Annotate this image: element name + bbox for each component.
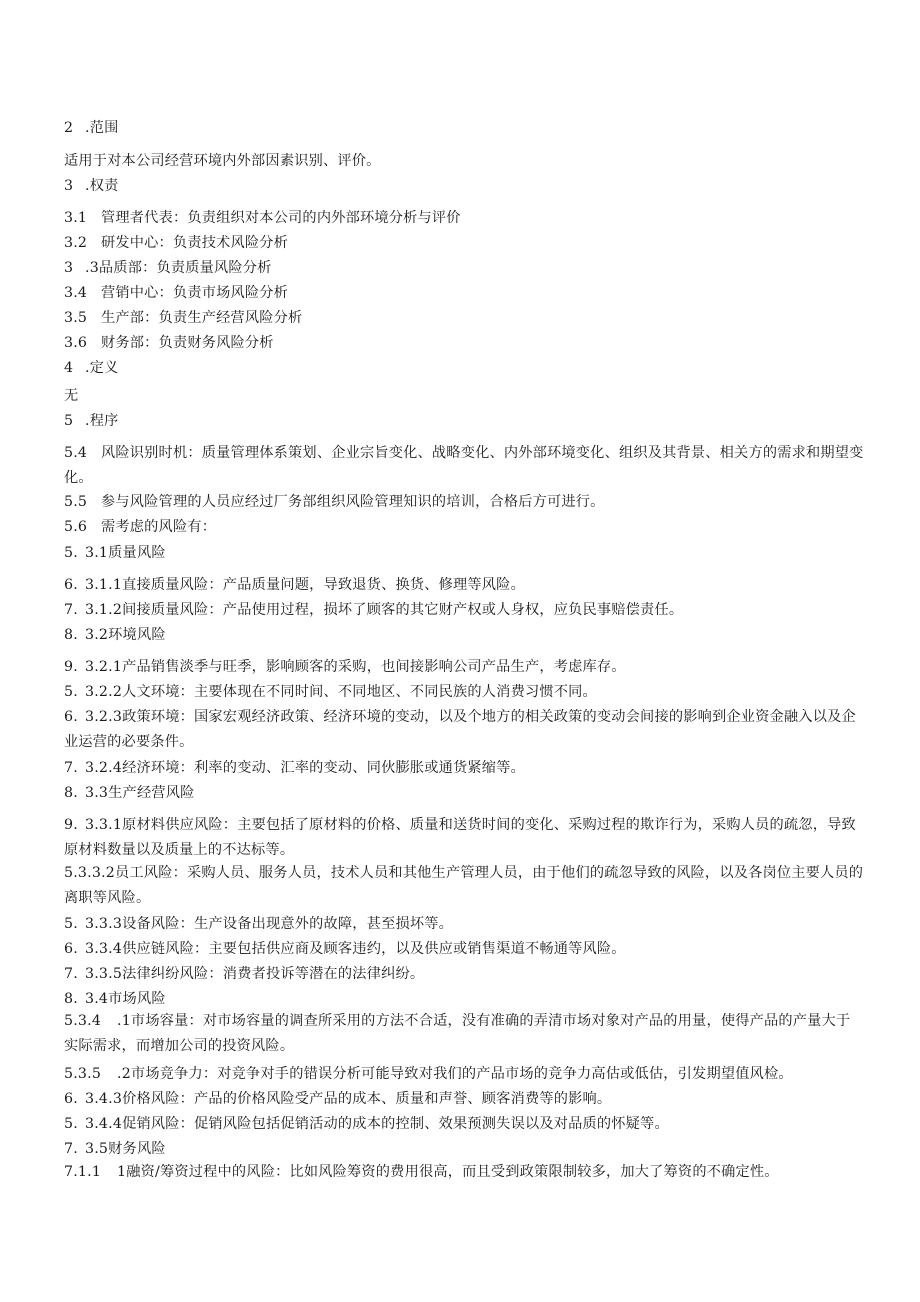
subsection-heading — [64, 625, 864, 645]
item-number: 8. — [64, 785, 78, 801]
item-number: 8. — [64, 627, 78, 643]
item-text: 3.3.1原材料供应风险：主要包括了原材料的价格、质量和送货时间的变化、采购过程的欺诈行为，采购人员的疏忽，导致原材料数量以及质量上的不达标等。 — [64, 817, 856, 858]
subsection-heading — [64, 1139, 864, 1159]
item-number: 5.3.4 — [64, 1013, 102, 1029]
item-text: 3.4.3价格风险：产品的价格风险受产品的成本、质量和声誉、顾客消费等的影响。 — [85, 1091, 612, 1107]
item-text: 参与风险管理的人员应经过厂务部组织风险管理知识的培训，合格后方可进行。 — [101, 494, 605, 510]
subsection-heading — [64, 783, 864, 803]
item-number: 3.1 — [64, 210, 88, 226]
section-heading — [64, 411, 864, 431]
item-number: 3.6 — [64, 335, 88, 351]
item-number: 9. — [64, 817, 78, 833]
item-text: 3.3.3设备风险：生产设备出现意外的故障，甚至损坏等。 — [85, 916, 454, 932]
item-text: 管理者代表：负责组织对本公司的内外部环境分析与评价 — [101, 210, 461, 226]
item-text: 1融资/筹资过程中的风险：比如风险筹资的费用很高，而且受到政策限制较多，加大了筹资的不确定性。 — [117, 1164, 779, 1180]
paragraph-text: 适用于对本公司经营环境内外部因素识别、评价。 — [64, 153, 381, 169]
item-number: 5. — [64, 1116, 78, 1132]
item-text: 5.3.3.2员工风险：采购人员、服务人员，技术人员和其他生产管理人员，由于他们的疏忽导致的风险，以及各岗位主要人员的离职等风险。 — [64, 865, 864, 906]
list-item — [64, 705, 864, 755]
paragraph — [64, 151, 864, 171]
item-number: 3.5 — [64, 310, 88, 326]
item-number: 5. — [64, 545, 78, 561]
item-text: 3.2环境风险 — [85, 627, 166, 643]
item-text: 3.4.4促销风险：促销风险包括促销活动的成本的控制、效果预测失误以及对品质的怀疑等。 — [85, 1116, 669, 1132]
item-text: 3.1.2间接质量风险：产品使用过程，损坏了顾客的其它财产权或人身权，应负民事赔偿责任。 — [85, 602, 684, 618]
list-item — [64, 657, 864, 677]
list-item — [64, 758, 864, 778]
item-text: 3.2.1产品销售淡季与旺季，影响顾客的采购，也间接影响公司产品生产，考虑库存。 — [85, 659, 626, 675]
item-number: 6. — [64, 941, 78, 957]
item-text: 3.5财务风险 — [85, 1141, 166, 1157]
section-title: .定义 — [85, 360, 119, 376]
list-item — [64, 1009, 864, 1059]
item-number: 5.4 — [64, 445, 88, 461]
list-item — [64, 1064, 864, 1084]
list-item — [64, 813, 864, 863]
paragraph-text: 无 — [64, 388, 79, 404]
section-number: 5 — [64, 413, 74, 429]
list-item — [64, 682, 864, 702]
item-text: 财务部：负责财务风险分析 — [101, 335, 274, 351]
list-item — [64, 233, 864, 253]
item-number: 5.6 — [64, 519, 88, 535]
list-item — [64, 208, 864, 228]
list-item — [64, 600, 864, 620]
item-text: 3.2.2人文环境：主要体现在不同时间、不同地区、不同民族的人消费习惯不同。 — [85, 684, 597, 700]
item-text: 营销中心：负责市场风险分析 — [101, 285, 289, 301]
item-number: 7.1.1 — [64, 1164, 102, 1180]
section-title: .权责 — [85, 178, 119, 194]
section-heading — [64, 176, 864, 196]
item-number: 3 — [64, 260, 74, 276]
item-text: 3.3生产经营风险 — [85, 785, 195, 801]
item-number: 6. — [64, 577, 78, 593]
list-item — [64, 517, 864, 537]
item-number: 3.2 — [64, 235, 88, 251]
list-item — [64, 1114, 864, 1134]
item-number: 6. — [64, 1091, 78, 1107]
section-number: 2 — [64, 120, 74, 136]
list-item — [64, 939, 864, 959]
list-item — [64, 441, 864, 491]
item-text: 3.3.5法律纠纷风险：消费者投诉等潜在的法律纠纷。 — [85, 966, 425, 982]
item-number: 7. — [64, 1141, 78, 1157]
list-item — [64, 914, 864, 934]
list-item — [64, 283, 864, 303]
item-number: 3.4 — [64, 285, 88, 301]
subsection-heading — [64, 543, 864, 563]
paragraph — [64, 386, 864, 406]
item-number: 7. — [64, 966, 78, 982]
list-item — [64, 258, 864, 278]
section-heading — [64, 118, 864, 138]
item-text: 3.3.4供应链风险：主要包括供应商及顾客违约，以及供应或销售渠道不畅通等风险。 — [85, 941, 626, 957]
item-text: 3.4市场风险 — [85, 991, 166, 1007]
list-item — [64, 308, 864, 328]
list-item — [64, 492, 864, 512]
list-item — [64, 1089, 864, 1109]
item-text: 3.1质量风险 — [85, 545, 166, 561]
section-heading — [64, 358, 864, 378]
item-number: 9. — [64, 659, 78, 675]
item-text: 3.1.1直接质量风险：产品质量问题，导致退货、换货、修理等风险。 — [85, 577, 525, 593]
item-text: .3品质部：负责质量风险分析 — [85, 260, 272, 276]
list-item — [64, 1160, 824, 1185]
item-number: 5. — [64, 916, 78, 932]
item-number: 8. — [64, 991, 78, 1007]
item-text: 需考虑的风险有： — [101, 519, 217, 535]
item-text: 研发中心：负责技术风险分析 — [101, 235, 289, 251]
list-item — [64, 333, 864, 353]
section-title: .程序 — [85, 413, 119, 429]
section-number: 3 — [64, 178, 74, 194]
item-text: 风险识别时机：质量管理体系策划、企业宗旨变化、战略变化、内外部环境变化、组织及其背景、相关方的需求和期望变化。 — [64, 445, 864, 486]
item-text: 3.2.3政策环境：国家宏观经济政策、经济环境的变动，以及个地方的相关政策的变动会间接的影响到企业资金融入以及企业运营的必要条件。 — [64, 709, 856, 750]
item-number: 5.3.5 — [64, 1066, 102, 1082]
item-number: 5.5 — [64, 494, 88, 510]
list-item — [64, 964, 864, 984]
list-item — [64, 575, 864, 595]
item-number: 7. — [64, 760, 78, 776]
section-number: 4 — [64, 360, 74, 376]
subsection-heading — [64, 989, 864, 1009]
section-title: .范围 — [85, 120, 119, 136]
item-text: .1市场容量：对市场容量的调查所采用的方法不合适，没有准确的弄清市场对象对产品的用量，使得产品的产量大于实际需求，而增加公司的投资风险。 — [64, 1013, 851, 1054]
list-item — [64, 861, 864, 911]
item-number: 7. — [64, 602, 78, 618]
item-text: 3.2.4经济环境：利率的变动、汇率的变动、同伙膨胀或通货紧缩等。 — [85, 760, 525, 776]
item-number: 6. — [64, 709, 78, 725]
item-text: .2市场竞争力：对竞争对手的错误分析可能导致对我们的产品市场的竞争力高估或低估，引发期望值风检。 — [117, 1066, 793, 1082]
item-text: 生产部：负责生产经营风险分析 — [101, 310, 303, 326]
item-number: 5. — [64, 684, 78, 700]
